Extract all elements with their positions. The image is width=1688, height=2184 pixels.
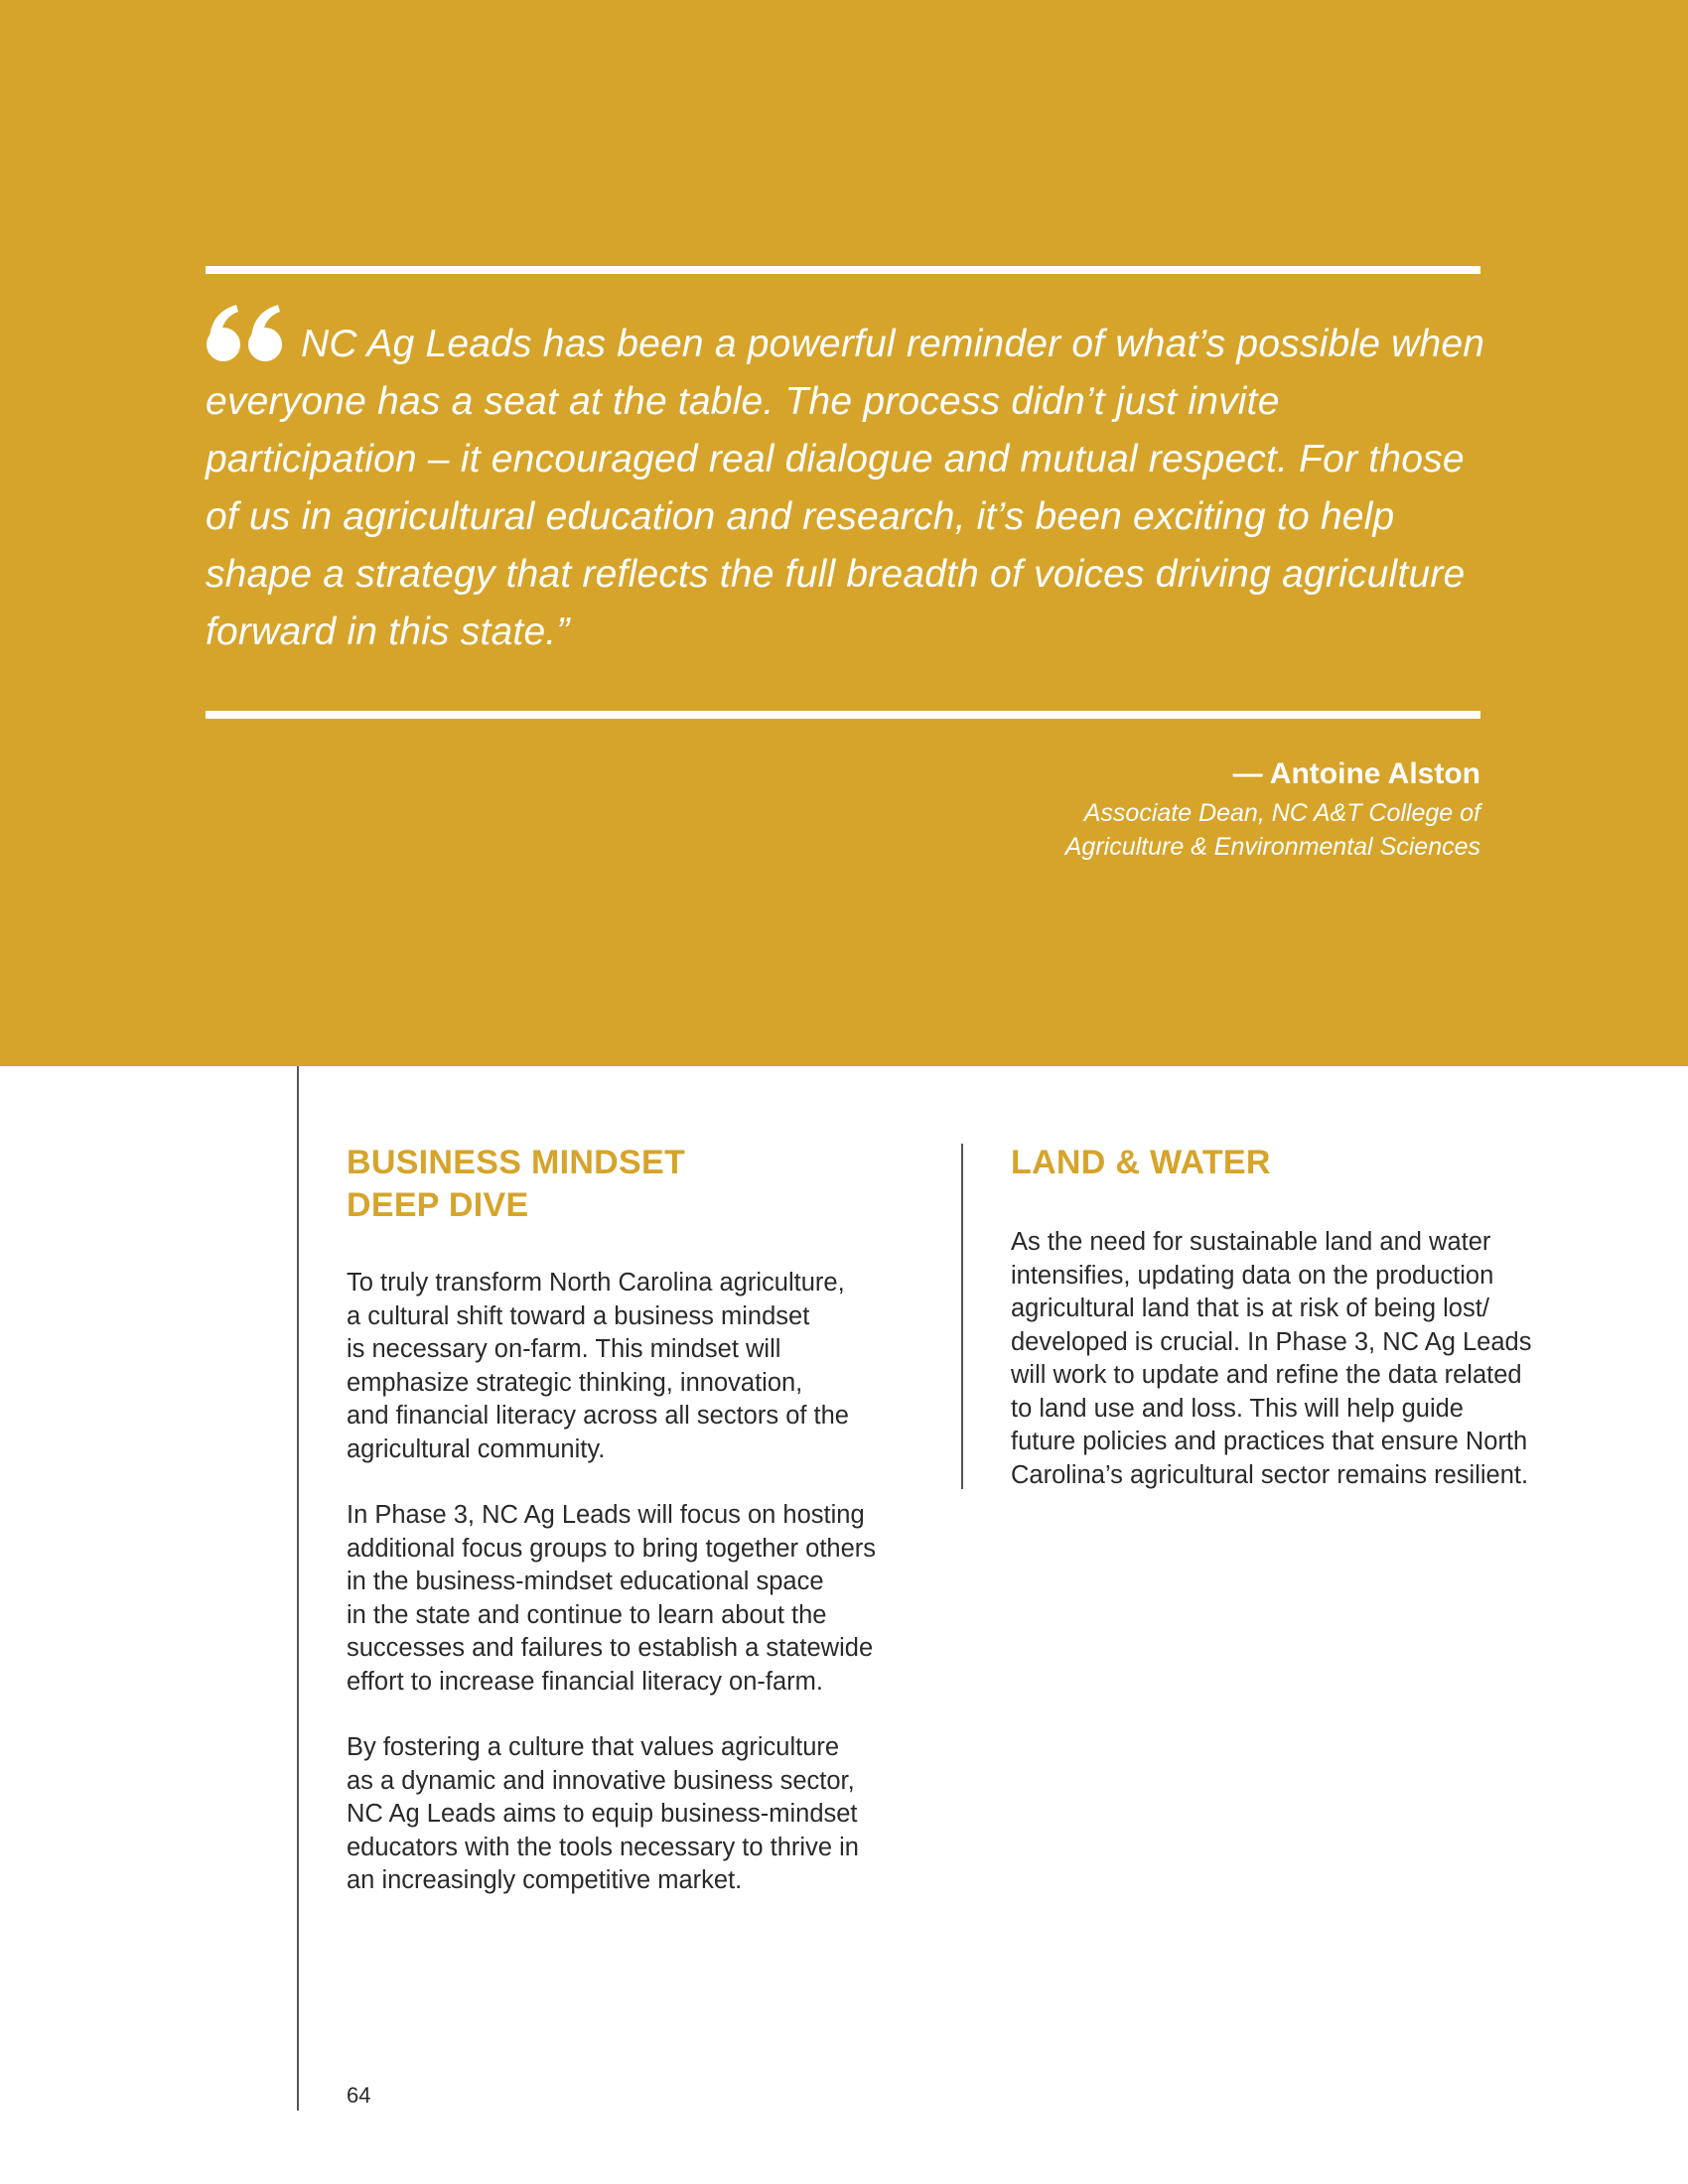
business-mindset-column	[347, 1267, 922, 1931]
quote-attribution	[785, 752, 1480, 864]
quote-author: — Antoine Alston	[1232, 757, 1480, 790]
left-margin-rule	[297, 1066, 299, 2111]
quote-banner	[0, 0, 1688, 1066]
quote-author-role: Associate Dean, NC A&T College of Agriculture & Environmental Sciences	[1064, 799, 1480, 861]
business-paragraph-3: By fostering a culture that values agriculture as a dynamic and innovative business sector, NC Ag Leads aims to equip business-mindset educators with the tools necessary to thrive in an increasingly competitive market.	[347, 1733, 859, 1894]
land-water-column	[1011, 1226, 1577, 1525]
column-divider	[961, 1144, 963, 1489]
business-paragraph-1: To truly transform North Carolina agriculture, a cultural shift toward a business mindset is necessary on-farm. This mindset will emphasize strategic thinking, innovation, and financial literacy across all sectors of the agricultural community.	[347, 1269, 849, 1463]
land-water-paragraph-1: As the need for sustainable land and water intensifies, updating data on the production agricultural land that is at risk of being lost/ developed is crucial. In Phase 3, NC Ag Leads will work to update and refine the data related to land use and loss. This will help guide future policies and practices that ensure North Carolina’s agricultural sector remains resilient.	[1011, 1228, 1532, 1489]
page-number: 64	[347, 2083, 371, 2108]
quote-bottom-rule	[206, 711, 1480, 719]
quote-text: NC Ag Leads has been a powerful reminder of what’s possible when everyone has a seat at the table. The process didn’t just invite participation – it encouraged real dialogue and mutual respect. For those of us in agricultural education and research, it’s been exciting to help shape a strategy that reflects the full breadth of voices driving agriculture forward in this state.”	[206, 323, 1485, 653]
quote-top-rule	[206, 266, 1480, 274]
business-mindset-heading: BUSINESS MINDSET DEEP DIVE	[347, 1144, 686, 1224]
land-water-heading: LAND & WATER	[1011, 1144, 1271, 1181]
business-paragraph-2: In Phase 3, NC Ag Leads will focus on hosting additional focus groups to bring together others in the business-mindset educational space in the state and continue to learn about the successes and failures to establish a statewide effort to increase financial literacy on-farm.	[347, 1501, 877, 1696]
